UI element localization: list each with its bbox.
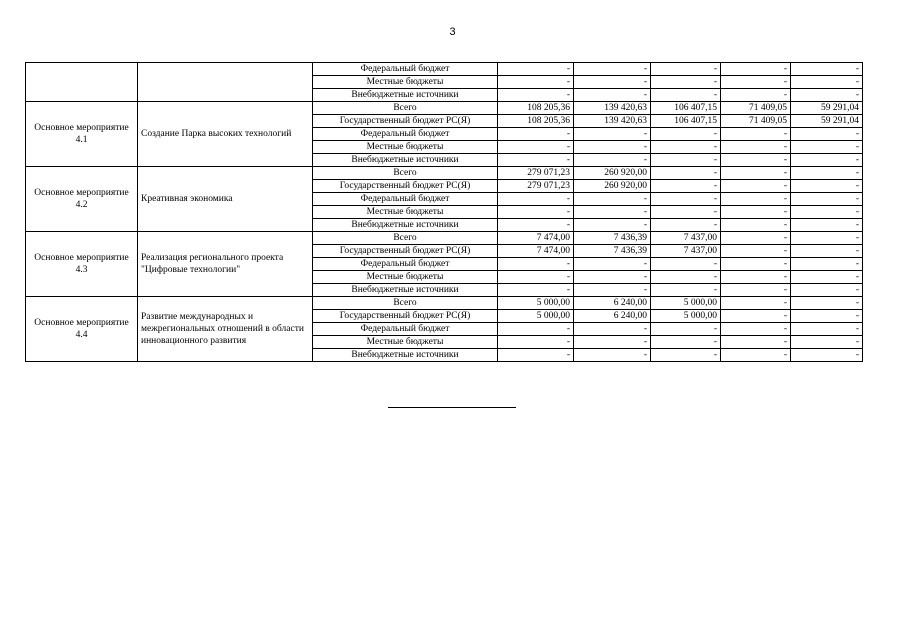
amount-cell: 139 420,63 bbox=[574, 102, 651, 115]
amount-cell: - bbox=[721, 63, 791, 76]
amount-cell: - bbox=[498, 219, 574, 232]
amount-cell: - bbox=[498, 89, 574, 102]
activity-name-cell: Креативная экономика bbox=[138, 167, 313, 232]
amount-cell: - bbox=[651, 154, 721, 167]
funding-source-cell: Внебюджетные источники bbox=[313, 89, 498, 102]
amount-cell: - bbox=[498, 284, 574, 297]
amount-cell: - bbox=[791, 297, 863, 310]
table-row bbox=[26, 63, 863, 76]
amount-cell: - bbox=[498, 128, 574, 141]
amount-cell: - bbox=[574, 76, 651, 89]
amount-cell: - bbox=[721, 336, 791, 349]
activity-name-cell: Реализация регионального проекта "Цифровые технологии" bbox=[138, 232, 313, 297]
funding-source-cell: Государственный бюджет РС(Я) bbox=[313, 310, 498, 323]
amount-cell: - bbox=[574, 284, 651, 297]
amount-cell: - bbox=[498, 336, 574, 349]
amount-cell: 6 240,00 bbox=[574, 297, 651, 310]
funding-source-cell: Местные бюджеты bbox=[313, 141, 498, 154]
amount-cell: - bbox=[574, 89, 651, 102]
amount-cell: - bbox=[498, 271, 574, 284]
budget-table-body bbox=[26, 63, 863, 362]
table-row bbox=[26, 167, 863, 180]
activity-cell: Основное мероприятие 4.2 bbox=[26, 167, 138, 232]
funding-source-cell: Государственный бюджет РС(Я) bbox=[313, 115, 498, 128]
funding-source-cell: Государственный бюджет РС(Я) bbox=[313, 245, 498, 258]
amount-cell: - bbox=[574, 349, 651, 362]
amount-cell: - bbox=[498, 63, 574, 76]
amount-cell: - bbox=[651, 63, 721, 76]
amount-cell: - bbox=[651, 141, 721, 154]
amount-cell: - bbox=[791, 167, 863, 180]
amount-cell: - bbox=[721, 219, 791, 232]
amount-cell: 106 407,15 bbox=[651, 115, 721, 128]
bottom-rule bbox=[388, 407, 516, 408]
amount-cell: 279 071,23 bbox=[498, 167, 574, 180]
amount-cell: - bbox=[651, 76, 721, 89]
amount-cell: - bbox=[498, 349, 574, 362]
amount-cell: 7 437,00 bbox=[651, 232, 721, 245]
funding-source-cell: Федеральный бюджет bbox=[313, 323, 498, 336]
amount-cell: - bbox=[721, 284, 791, 297]
funding-source-cell: Федеральный бюджет bbox=[313, 258, 498, 271]
amount-cell: - bbox=[651, 349, 721, 362]
amount-cell: - bbox=[721, 323, 791, 336]
activity-name-cell bbox=[138, 63, 313, 102]
amount-cell: - bbox=[574, 219, 651, 232]
funding-source-cell: Федеральный бюджет bbox=[313, 63, 498, 76]
amount-cell: - bbox=[498, 193, 574, 206]
amount-cell: - bbox=[721, 154, 791, 167]
amount-cell: - bbox=[791, 154, 863, 167]
amount-cell: - bbox=[721, 76, 791, 89]
amount-cell: 5 000,00 bbox=[651, 310, 721, 323]
funding-source-cell: Всего bbox=[313, 167, 498, 180]
budget-table bbox=[25, 62, 863, 362]
amount-cell: 7 436,39 bbox=[574, 245, 651, 258]
amount-cell: - bbox=[721, 193, 791, 206]
amount-cell: - bbox=[651, 258, 721, 271]
amount-cell: - bbox=[574, 63, 651, 76]
amount-cell: - bbox=[574, 323, 651, 336]
funding-source-cell: Внебюджетные источники bbox=[313, 349, 498, 362]
amount-cell: 7 474,00 bbox=[498, 232, 574, 245]
amount-cell: - bbox=[721, 310, 791, 323]
amount-cell: - bbox=[651, 180, 721, 193]
amount-cell: - bbox=[498, 154, 574, 167]
amount-cell: - bbox=[651, 336, 721, 349]
amount-cell: 279 071,23 bbox=[498, 180, 574, 193]
activity-name-cell: Создание Парка высоких технологий bbox=[138, 102, 313, 167]
amount-cell: - bbox=[651, 219, 721, 232]
funding-source-cell: Федеральный бюджет bbox=[313, 193, 498, 206]
amount-cell: - bbox=[574, 193, 651, 206]
amount-cell: - bbox=[721, 297, 791, 310]
amount-cell: - bbox=[498, 258, 574, 271]
amount-cell: - bbox=[791, 128, 863, 141]
amount-cell: 260 920,00 bbox=[574, 180, 651, 193]
amount-cell: - bbox=[651, 206, 721, 219]
amount-cell: - bbox=[651, 89, 721, 102]
amount-cell: - bbox=[791, 310, 863, 323]
amount-cell: 71 409,05 bbox=[721, 102, 791, 115]
amount-cell: 260 920,00 bbox=[574, 167, 651, 180]
amount-cell: - bbox=[791, 349, 863, 362]
table-row bbox=[26, 297, 863, 310]
amount-cell: - bbox=[721, 89, 791, 102]
amount-cell: 6 240,00 bbox=[574, 310, 651, 323]
funding-source-cell: Местные бюджеты bbox=[313, 336, 498, 349]
funding-source-cell: Всего bbox=[313, 232, 498, 245]
amount-cell: 108 205,36 bbox=[498, 102, 574, 115]
amount-cell: - bbox=[791, 232, 863, 245]
funding-source-cell: Внебюджетные источники bbox=[313, 219, 498, 232]
amount-cell: - bbox=[791, 89, 863, 102]
activity-cell: Основное мероприятие 4.3 bbox=[26, 232, 138, 297]
amount-cell: - bbox=[721, 128, 791, 141]
amount-cell: - bbox=[651, 323, 721, 336]
funding-source-cell: Внебюджетные источники bbox=[313, 284, 498, 297]
amount-cell: 71 409,05 bbox=[721, 115, 791, 128]
amount-cell: - bbox=[651, 128, 721, 141]
amount-cell: - bbox=[498, 141, 574, 154]
amount-cell: - bbox=[721, 141, 791, 154]
amount-cell: - bbox=[791, 206, 863, 219]
amount-cell: - bbox=[791, 323, 863, 336]
amount-cell: - bbox=[574, 271, 651, 284]
amount-cell: 7 437,00 bbox=[651, 245, 721, 258]
activity-cell: Основное мероприятие 4.1 bbox=[26, 102, 138, 167]
amount-cell: 59 291,04 bbox=[791, 115, 863, 128]
amount-cell: 106 407,15 bbox=[651, 102, 721, 115]
amount-cell: - bbox=[574, 154, 651, 167]
amount-cell: - bbox=[574, 128, 651, 141]
funding-source-cell: Всего bbox=[313, 102, 498, 115]
amount-cell: - bbox=[721, 258, 791, 271]
amount-cell: - bbox=[721, 206, 791, 219]
amount-cell: - bbox=[651, 193, 721, 206]
amount-cell: - bbox=[498, 323, 574, 336]
activity-cell: Основное мероприятие 4.4 bbox=[26, 297, 138, 362]
amount-cell: - bbox=[791, 193, 863, 206]
amount-cell: - bbox=[791, 271, 863, 284]
amount-cell: - bbox=[651, 284, 721, 297]
amount-cell: - bbox=[721, 349, 791, 362]
amount-cell: - bbox=[574, 336, 651, 349]
amount-cell: - bbox=[574, 258, 651, 271]
amount-cell: - bbox=[721, 180, 791, 193]
amount-cell: 108 205,36 bbox=[498, 115, 574, 128]
table-row bbox=[26, 102, 863, 115]
amount-cell: 59 291,04 bbox=[791, 102, 863, 115]
amount-cell: - bbox=[721, 167, 791, 180]
amount-cell: 5 000,00 bbox=[651, 297, 721, 310]
funding-source-cell: Федеральный бюджет bbox=[313, 128, 498, 141]
amount-cell: - bbox=[791, 63, 863, 76]
page-number: 3 bbox=[449, 26, 456, 38]
amount-cell: - bbox=[791, 141, 863, 154]
amount-cell: 5 000,00 bbox=[498, 297, 574, 310]
amount-cell: 7 474,00 bbox=[498, 245, 574, 258]
amount-cell: 7 436,39 bbox=[574, 232, 651, 245]
amount-cell: - bbox=[721, 245, 791, 258]
amount-cell: - bbox=[791, 245, 863, 258]
activity-cell bbox=[26, 63, 138, 102]
funding-source-cell: Местные бюджеты bbox=[313, 206, 498, 219]
funding-source-cell: Местные бюджеты bbox=[313, 271, 498, 284]
amount-cell: 139 420,63 bbox=[574, 115, 651, 128]
amount-cell: - bbox=[791, 284, 863, 297]
amount-cell: - bbox=[651, 167, 721, 180]
amount-cell: - bbox=[721, 232, 791, 245]
amount-cell: - bbox=[651, 271, 721, 284]
amount-cell: - bbox=[791, 336, 863, 349]
amount-cell: - bbox=[721, 271, 791, 284]
amount-cell: 5 000,00 bbox=[498, 310, 574, 323]
funding-source-cell: Всего bbox=[313, 297, 498, 310]
amount-cell: - bbox=[791, 258, 863, 271]
funding-source-cell: Внебюджетные источники bbox=[313, 154, 498, 167]
funding-source-cell: Местные бюджеты bbox=[313, 76, 498, 89]
funding-source-cell: Государственный бюджет РС(Я) bbox=[313, 180, 498, 193]
amount-cell: - bbox=[574, 206, 651, 219]
amount-cell: - bbox=[574, 141, 651, 154]
table-row bbox=[26, 232, 863, 245]
amount-cell: - bbox=[791, 219, 863, 232]
amount-cell: - bbox=[498, 76, 574, 89]
amount-cell: - bbox=[791, 180, 863, 193]
activity-name-cell: Развитие международных и межрегиональных отношений в области инновационного развития bbox=[138, 297, 313, 362]
amount-cell: - bbox=[498, 206, 574, 219]
amount-cell: - bbox=[791, 76, 863, 89]
